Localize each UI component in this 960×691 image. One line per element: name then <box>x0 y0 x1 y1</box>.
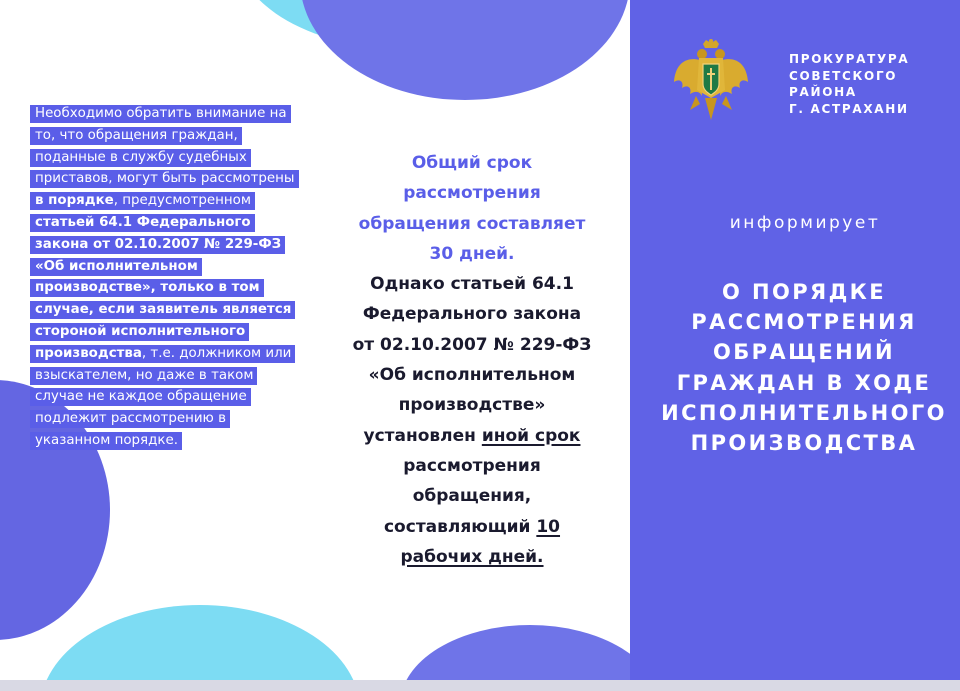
informs-label: информирует <box>729 213 881 233</box>
middle-line: Федерального закона <box>362 304 582 325</box>
middle-line: обращения составляет <box>358 213 586 234</box>
headline-line: ОБРАЩЕНИЙ <box>712 340 895 365</box>
middle-line: рассмотрения <box>403 455 541 476</box>
left-text-part-3: , предусмотренном <box>113 193 251 209</box>
organization-line: СОВЕТСКОГО <box>789 68 898 83</box>
middle-line: обращения, <box>412 486 532 507</box>
headline-line: ИСПОЛНИТЕЛЬНОГО <box>661 400 947 425</box>
middle-line <box>322 421 622 451</box>
middle-line: «Об исполнительном <box>368 365 576 386</box>
middle-line <box>322 542 622 572</box>
viewer-bottom-edge <box>0 680 960 691</box>
headline-line: ПРОИЗВОДСТВА <box>690 431 918 456</box>
organization-line: РАЙОНА <box>789 85 857 99</box>
organization-line: Г. АСТРАХАНИ <box>789 101 909 116</box>
middle-underlined-text: рабочих дней. <box>400 546 544 567</box>
middle-line: от 02.10.2007 № 229-ФЗ <box>352 334 592 355</box>
middle-line <box>322 512 622 542</box>
middle-line: рассмотрения <box>403 183 541 204</box>
organization-name <box>789 51 909 117</box>
middle-text: составляющий <box>383 516 537 537</box>
left-text-part-5: , т.е. должником или взыскателем, но даже в таком случае не каждое обращение подлежит рассмотрению в указанном порядке. <box>35 345 292 448</box>
headline-line: О ПОРЯДКЕ <box>722 280 886 304</box>
middle-text: установлен <box>363 425 482 446</box>
middle-line: Однако статьей 64.1 <box>370 274 574 295</box>
middle-underlined-text: иной срок <box>481 425 581 446</box>
left-info-paragraph <box>30 103 302 452</box>
prosecutor-emblem-icon <box>672 38 750 128</box>
left-text-part-1: Необходимо обратить внимание на то, что обращения граждан, поданные в службу судебных приставов, могут быть рассмотрены <box>35 106 295 187</box>
middle-line: 30 дней. <box>429 243 515 264</box>
middle-underlined-text: 10 <box>536 516 561 537</box>
organization-line: ПРОКУРАТУРА <box>789 52 910 66</box>
headline-line: РАССМОТРЕНИЯ <box>691 310 917 335</box>
left-text-bold-procedure: в порядке <box>35 193 114 209</box>
decor-circle-cyan-bottom <box>40 605 360 680</box>
decor-circle-violet-top <box>300 0 630 100</box>
brochure-headline <box>630 277 960 458</box>
middle-info-block <box>322 148 622 572</box>
headline-line: ГРАЖДАН В ХОДЕ <box>676 370 932 395</box>
decor-circle-violet-bottom <box>400 625 660 680</box>
left-text-bold-law: статьей 64.1 Федерального закона от 02.10.2007 № 229-ФЗ «Об исполнительном производстве», только в том случае, если заявитель является стороной исполнительного производства <box>35 214 292 361</box>
middle-line: Общий срок <box>411 153 533 173</box>
middle-line: производстве» <box>398 395 546 416</box>
